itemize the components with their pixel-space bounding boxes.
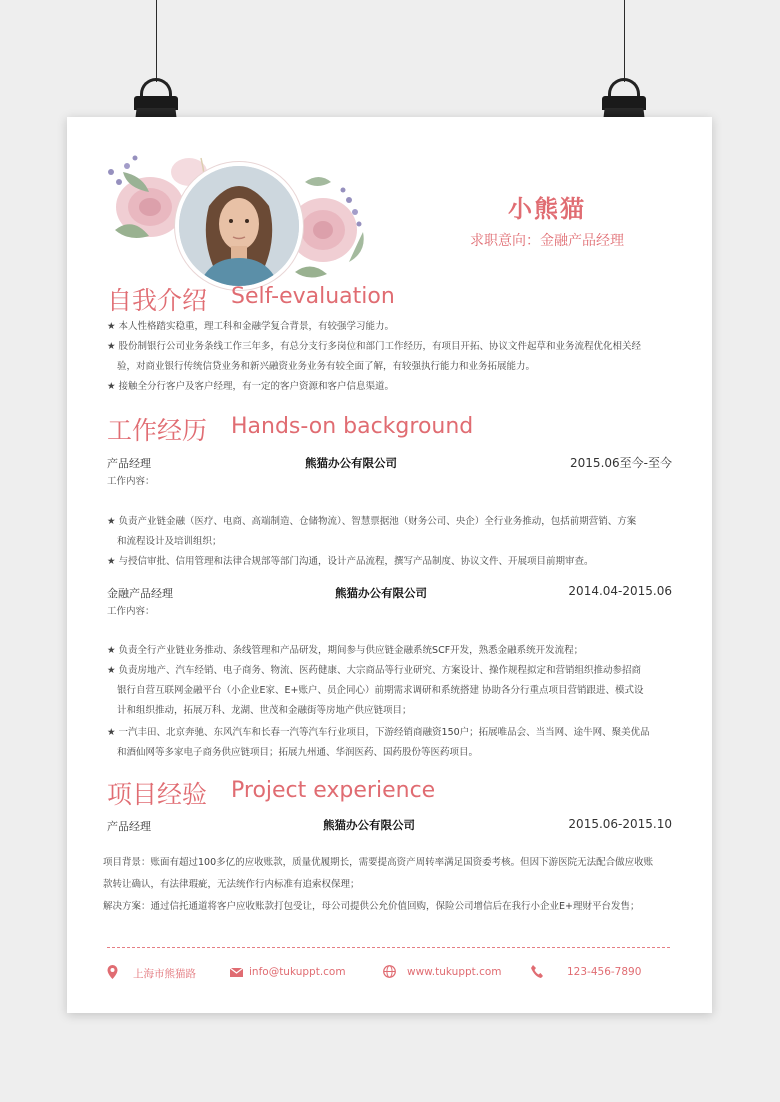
self-evaluation-line: ★ 本人性格踏实稳重，理工科和金融学复合背景，有较强学习能力。 (107, 321, 395, 332)
resume-paper (67, 117, 712, 1013)
envelope-icon (230, 968, 243, 977)
hanging-wire-right (624, 0, 625, 82)
footer-phone: 123-456-7890 (567, 966, 642, 978)
job-position: 产品经理 (107, 457, 151, 470)
job-duty-line: 计和组织推动，拓展万科、龙湖、世茂和金融街等房地产供应链项目； (117, 705, 412, 716)
footer-website[interactable]: www.tukuppt.com (407, 966, 502, 978)
footer-email[interactable]: info@tukuppt.com (249, 966, 346, 978)
project-line: 款转让确认，有法律瑕疵，无法统作行内标准有追索权保理； (103, 879, 360, 890)
job-duty-line: 和酒仙网等多家电子商务供应链项目；拓展九州通、华润医药、国药股份等医药项目。 (117, 747, 479, 758)
profile-photo (175, 162, 303, 290)
job-content-label: 工作内容： (107, 606, 155, 617)
section-title-project-en: Project experience (231, 778, 436, 803)
self-evaluation-line: ★ 接触全分行客户及客户经理，有一定的客户资源和客户信息渠道。 (107, 381, 395, 392)
hanging-wire-left (156, 0, 157, 82)
section-title-work-cn: 工作经历 (107, 416, 208, 445)
job-position: 金融产品经理 (107, 587, 173, 600)
self-evaluation-line: ★ 股份制银行公司业务条线工作三年多，有总分支行多岗位和部门工作经历，有项目开拓、协议文件起草和业务流程优化相关经 (107, 341, 642, 352)
candidate-name: 小熊猫 (508, 195, 586, 223)
globe-icon (383, 965, 396, 978)
section-title-work-en: Hands-on background (231, 414, 474, 439)
job-duty-line: ★ 与授信审批、信用管理和法律合规部等部门沟通，设计产品流程，撰写产品制度、协议文件、开展项目前期审查。 (107, 556, 594, 567)
project-period: 2015.06-2015.10 (568, 817, 672, 831)
job-duty-line: 和流程设计及培训组织； (117, 536, 222, 547)
footer-address: 上海市熊猫路 (133, 968, 196, 980)
job-period: 2015.06至今-至今 (570, 456, 672, 470)
phone-icon (531, 965, 543, 978)
job-duty-line: ★ 负责全行产业链业务推动、条线管理和产品研发，期间参与供应链金融系统SCF开发，熟悉金融系统开发流程； (107, 645, 584, 656)
job-company: 熊猫办公有限公司 (335, 586, 427, 600)
project-line: 项目背景：账面有超过100多亿的应收账款，质量优履期长，需要提高资产周转率满足国资委考核。但因下游医院无法配合做应收账 (103, 857, 654, 868)
section-title-self-evaluation-en: Self-evaluation (231, 284, 395, 309)
section-title-project-cn: 项目经验 (107, 780, 208, 809)
job-duty-line: ★ 负责房地产、汽车经销、电子商务、物流、医药健康、大宗商品等行业研究、方案设计、操作规程拟定和营销组织推动参招商 (107, 665, 642, 676)
job-content-label: 工作内容： (107, 476, 155, 487)
job-objective: 求职意向：金融产品经理 (470, 233, 624, 249)
job-period: 2014.04-2015.06 (568, 584, 672, 598)
job-company: 熊猫办公有限公司 (305, 456, 397, 470)
project-company: 熊猫办公有限公司 (323, 818, 415, 832)
section-title-self-evaluation-cn: 自我介绍 (107, 286, 208, 315)
self-evaluation-line: 验，对商业银行传统信贷业务和新兴融资业务业务有较全面了解，有较强执行能力和业务拓展能力。 (117, 361, 536, 372)
footer-divider (107, 947, 670, 948)
project-position: 产品经理 (107, 820, 151, 833)
job-duty-line: 银行自营互联网金融平台（小企业E家、E+账户、员企同心）前期需求调研和系统搭建 协助各分行重点项目营销跟进、模式设 (117, 685, 644, 696)
project-line: 解决方案：通过信托通道将客户应收账款打包受让，母公司提供公允价值回购，保险公司增信后在我行小企业E+理财平台发售； (103, 901, 640, 912)
job-duty-line: ★ 负责产业链金融（医疗、电商、高端制造、仓储物流）、智慧票据池（财务公司、央企）全行业务推动，包括前期营销、方案 (107, 516, 637, 527)
job-duty-line: ★ 一汽丰田、北京奔驰、东风汽车和长春一汽等汽车行业项目，下游经销商融资150户；拓展唯品会、当当网、途牛网、聚美优品 (107, 727, 650, 738)
location-pin-icon (107, 965, 118, 979)
